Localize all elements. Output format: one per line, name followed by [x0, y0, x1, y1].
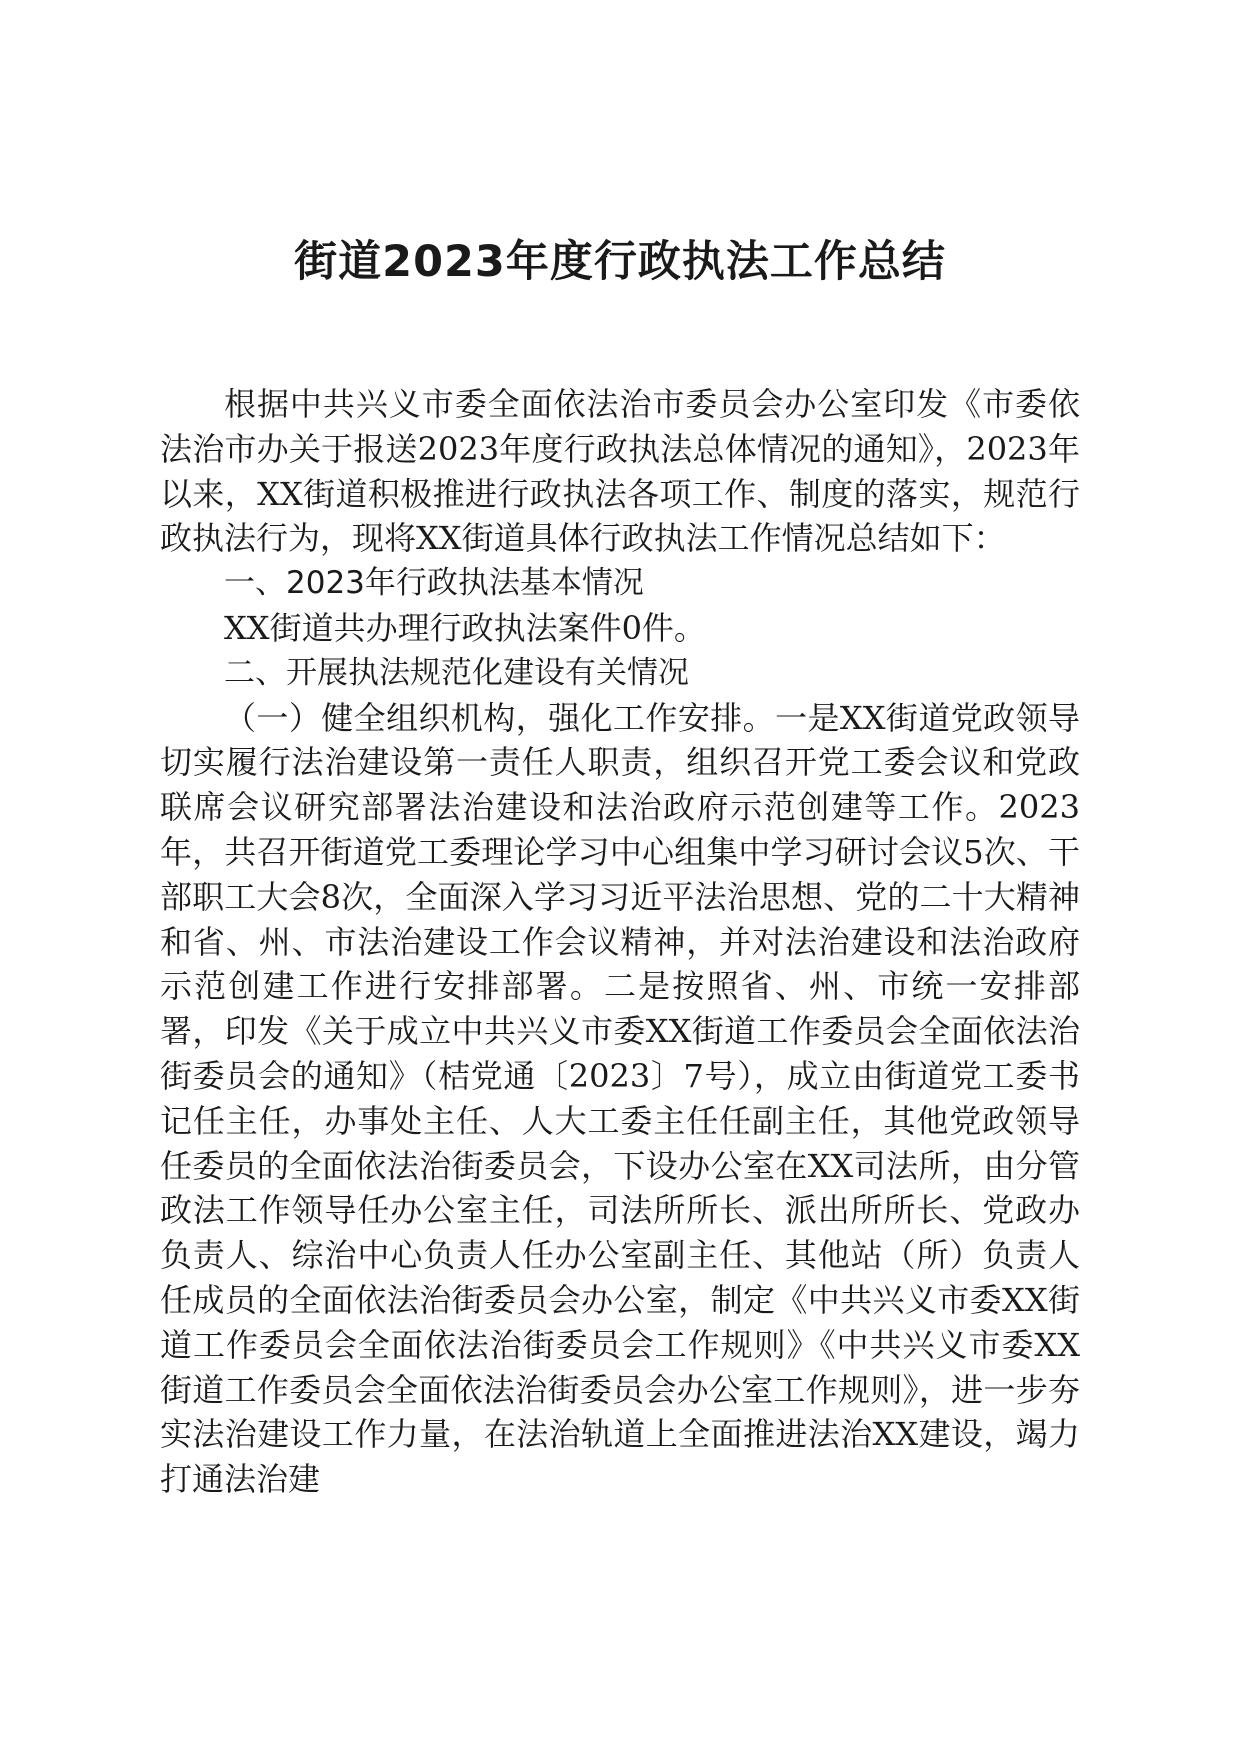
document-title: 街道2023年度行政执法工作总结	[294, 237, 946, 287]
section-2-heading: 二、开展执法规范化建设有关情况	[224, 654, 689, 691]
intro-paragraph: 根据中共兴义市委全面依法治市委员会办公室印发《市委依法治市办关于报送2023年度行政执法总体情况的通知》，2023年以来，XX街道积极推进行政执法各项工作、制度的落实，规范行政执法行为，现将XX街道具体行政执法工作情况总结如下：	[160, 385, 1080, 558]
section-2-subsection-1-paragraph: （一）健全组织机构，强化工作安排。一是XX街道党政领导切实履行法治建设第一责任人职责，组织召开党工委会议和党政联席会议研究部署法治建设和法治政府示范创建等工作。2023年，共召开街道党工委理论学习中心组集中学习研讨会议5次、干部职工大会8次，全面深入学习习近平法治思想、党的二十大精神和省、州、市法治建设工作会议精神，并对法治建设和法治政府示范创建工作进行安排部署。二是按照省、州、市统一安排部署，印发《关于成立中共兴义市委XX街道工作委员会全面依法治街委员会的通知》（桔党通〔2023〕7号），成立由街道党工委书记任主任，办事处主任、人大工委主任任副主任，其他党政领导任委员的全面依法治街委员会，下设办公室在XX司法所，由分管政法工作领导任办公室主任，司法所所长、派出所所长、党政办负责人、综治中心负责人任办公室副主任、其他站（所）负责人任成员的全面依法治街委员会办公室，制定《中共兴义市委XX街道工作委员会全面依法治街委员会工作规则》《中共兴义市委XX街道工作委员会全面依法治街委员会办公室工作规则》，进一步夯实法治建设工作力量，在法治轨道上全面推进法治XX建设，竭力打通法治建	[160, 698, 1080, 1499]
section-1-heading: 一、2023年行政执法基本情况	[224, 565, 644, 602]
section-1-paragraph: XX街道共办理行政执法案件0件。	[224, 608, 706, 647]
document-body	[160, 382, 1080, 1502]
